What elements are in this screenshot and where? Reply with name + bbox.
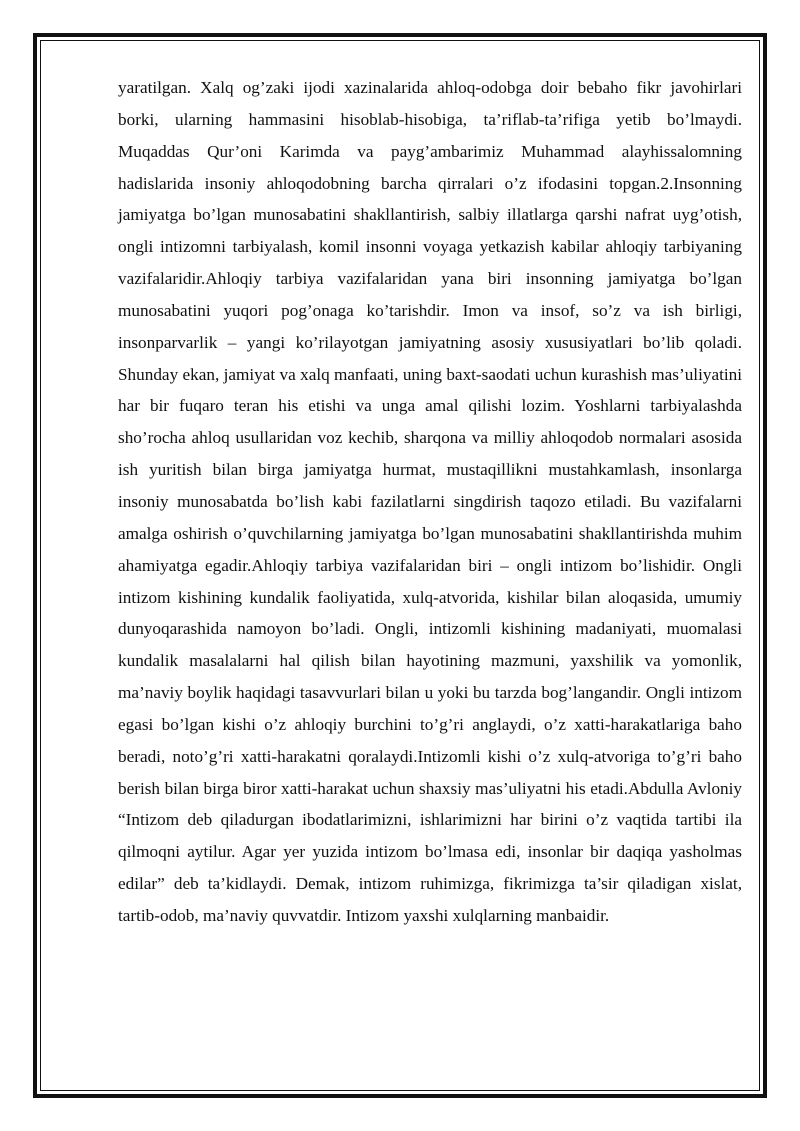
body-paragraph: yaratilgan. Xalq og’zaki ijodi xazinalarida ahloq-odobga doir bebaho fikr javohirlari borki, ularning hammasini hisoblab-hisobiga, ta’riflab-ta’rifiga yetib bo’lmaydi. Muqaddas Qur’oni Karimda va payg’ambarimiz Muhammad alayhissalomning hadislarida insoniy ahloqodobning barcha qirralari o’z ifodasini topgan.2.Insonning jamiyatga bo’lgan munosabatini shakllantirish, salbiy illatlarga qarshi nafrat uyg’otish, ongli intizomni tarbiyalash, komil insonni voyaga yetkazish kabilar ahloqiy tarbiyaning vazifalaridir.Ahloqiy tarbiya vazifalaridan yana biri insonning jamiyatga bo’lgan munosabatini yuqori pog’onaga ko’tarishdir. Imon va insof, so’z va ish birligi, insonparvarlik – yangi ko’rilayotgan jamiyatning asosiy xususiyatlari bo’lib qoladi. Shunday ekan, jamiyat va xalq manfaati, uning baxt-saodati uchun kurashish mas’uliyatini har bir fuqaro teran his etishi va unga amal qilishi lozim. Yoshlarni tarbiyalashda sho’rocha ahloq usullaridan voz kechib, sharqona va milliy ahloqodob normalari asosida ish yuritish bilan birga jamiyatga hurmat, mustaqillikni mustahkamlash, insonlarga insoniy munosabatda bo’lish kabi fazilatlarni singdirish taqozo etiladi. Bu vazifalarni amalga oshirish o’quvchilarning jamiyatga bo’lgan munosabatini shakllantirishda muhim ahamiyatga egadir.Ahloqiy tarbiya vazifalaridan biri – ongli intizom bo’lishidir. Ongli intizom kishining kundalik faoliyatida, xulq-atvorida, kishilar bilan aloqasida, umumiy dunyoqarashida namoyon bo’ladi. Ongli, intizomli kishining madaniyati, muomalasi kundalik masalalarni hal qilish bilan hayotining mazmuni, yaxshilik va yomonlik, ma’naviy boylik haqidagi tasavvurlari bilan u yoki bu tarzda bog’langandir. Ongli intizom egasi bo’lgan kishi o’z ahloqiy burchini to’g’ri anglaydi, o’z xatti-harakatlariga baho beradi, noto’g’ri xatti-harakatni qoralaydi.Intizomli kishi o’z xulq-atvoriga to’g’ri baho berish bilan birga biror xatti-harakat uchun shaxsiy mas’uliyatni his etadi.Abdulla Avloniy “Intizom deb qiladurgan ibodatlarimizni, ishlarimizni har birini o’z vaqtida tartibi ila qilmoqni aytilur. Agar yer yuzida intizom bo’lmasa edi, insonlar bir daqiqa yasholmas edilar” deb ta’kidlaydi. Demak, intizom ruhimizga, fikrimizga ta’sir qiladigan xislat, tartib-odob, ma’naviy quvvatdir. Intizom yaxshi xulqlarning manbaidir.	[118, 78, 742, 925]
